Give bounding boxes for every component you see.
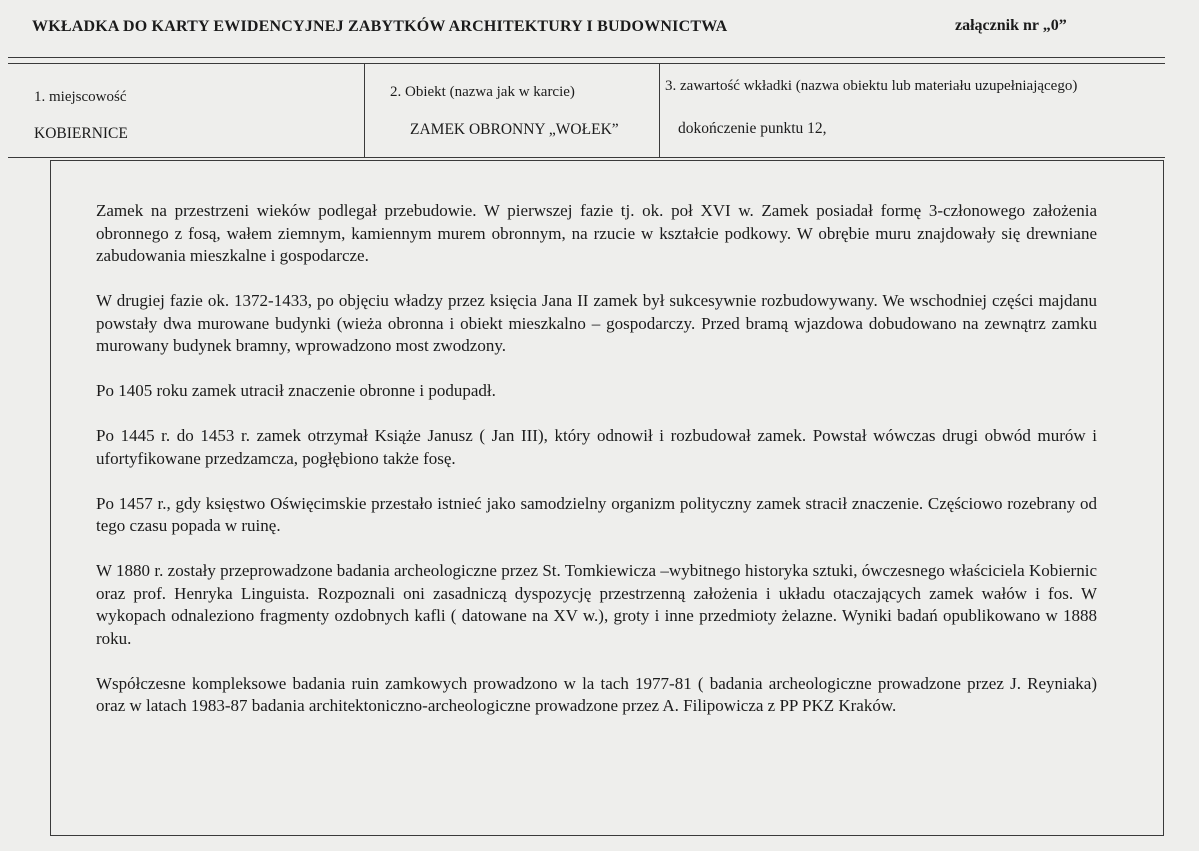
header-divider-bottom	[8, 63, 1165, 64]
object-label: 2. Obiekt (nazwa jak w karcie)	[390, 84, 575, 100]
paragraph: Po 1457 r., gdy księstwo Oświęcimskie przestało istnieć jako samodzielny organizm polityczny zamek stracił znaczenie. Częściowo rozebrany od tego czasu popada w ruinę.	[96, 493, 1097, 535]
document-title: WKŁADKA DO KARTY EWIDENCYJNEJ ZABYTKÓW ARCHITEKTURY I BUDOWNICTWA	[32, 18, 728, 35]
field-separator-2	[659, 63, 660, 157]
header-divider-top	[8, 57, 1165, 58]
field-separator-1	[364, 63, 365, 157]
paragraph: W 1880 r. zostały przeprowadzone badania archeologiczne przez St. Tomkiewicza –wybitnego historyka sztuki, ówczesnego właściciela Kobiernic oraz prof. Henryka Linguista. Rozpoznali oni zasadniczą dyspozycję przestrzenną założenia i układu otaczających zamek wałów i fos. W wykopach odnaleziono fragmenty ozdobnych kafli ( datowane na XV w.), groty i inne przedmioty żelazne. Wyniki badań opublikowano w 1888 roku.	[96, 561, 1097, 648]
locality-value: KOBIERNICE	[34, 125, 128, 142]
object-value: ZAMEK OBRONNY „WOŁEK”	[410, 121, 619, 138]
history-text	[96, 200, 1097, 718]
paragraph: Współczesne kompleksowe badania ruin zamkowych prowadzono w la tach 1977-81 ( badania archeologiczne prowadzone przez J. Reyniaka) oraz w latach 1983-87 badania architektoniczno-archeologiczne prowadzone przez A. Filipowicza z PP PKZ Kraków.	[96, 673, 1097, 715]
paragraph: Po 1405 roku zamek utracił znaczenie obronne i podupadł.	[96, 381, 496, 400]
paragraph: Po 1445 r. do 1453 r. zamek otrzymał Książe Janusz ( Jan III), który odnowił i rozbudował zamek. Powstał wówczas drugi obwód murów i ufortyfikowane przedzamcza, pogłębiono także fosę.	[96, 426, 1097, 468]
annex-number: załącznik nr „0”	[955, 17, 1067, 34]
insert-contents-value: dokończenie punktu 12,	[678, 120, 827, 137]
locality-label: 1. miejscowość	[34, 89, 127, 105]
paragraph: Zamek na przestrzeni wieków podlegał przebudowie. W pierwszej fazie tj. ok. poł XVI w. Zamek posiadał formę 3-członowego założenia obronnego z fosą, wałem ziemnym, kamiennym murem obronnym, na rzucie w kształcie podkowy. W obrębie muru znajdowały się drewniane zabudowania mieszkalne i gospodarcze.	[96, 201, 1097, 265]
paragraph: W drugiej fazie ok. 1372-1433, po objęciu władzy przez księcia Jana II zamek był sukcesywnie rozbudowywany. We wschodniej części majdanu powstały dwa murowane budynki (wieża obronna i obiekt mieszkalno – gospodarczy. Przed bramą wjazdowa dobudowano na zewnątrz zamku murowany budynek bramny, wprowadzono most zwodzony.	[96, 291, 1097, 355]
fields-divider	[8, 157, 1165, 158]
insert-contents-label: 3. zawartość wkładki (nazwa obiektu lub materiału uzupełniającego)	[665, 78, 1078, 94]
